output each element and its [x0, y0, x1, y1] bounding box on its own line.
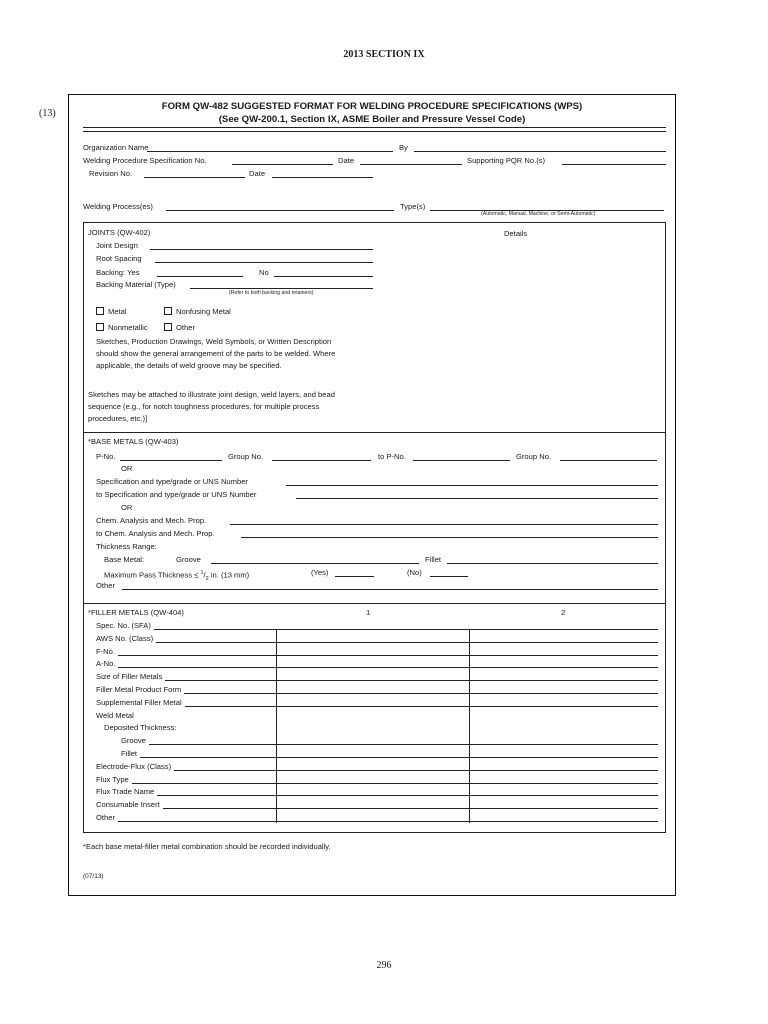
p-no-field[interactable]: [120, 460, 222, 461]
filler-row-label: Other: [96, 813, 115, 822]
filler-column-divider-1: [276, 629, 277, 823]
group-no-label: Group No.: [228, 452, 264, 461]
pqr-label: Supporting PQR No.(s): [467, 156, 546, 165]
sketch-note-line-2: sequence (e.g., for notch toughness procedures, for multiple process: [88, 402, 320, 411]
fraction-numerator: 1: [200, 570, 204, 576]
filler-row-label: Flux Type: [96, 774, 129, 784]
fillet-field[interactable]: [447, 563, 658, 564]
filler-row-field[interactable]: [174, 770, 658, 771]
wps-field[interactable]: [232, 164, 333, 165]
pqr-field[interactable]: [562, 164, 666, 165]
margin-revision-mark: (13): [39, 108, 56, 119]
to-chem-label: to Chem. Analysis and Mech. Prop.: [96, 529, 215, 538]
filler-row-field[interactable]: [165, 680, 658, 681]
filler-row-label: Deposited Thickness:: [104, 723, 177, 733]
filler-row-field[interactable]: [118, 667, 658, 668]
filler-row-field[interactable]: [156, 642, 658, 643]
filler-row-field[interactable]: [140, 757, 658, 758]
joints-instruction-line-1: Sketches, Production Drawings, Weld Symbols, or Written Description: [96, 337, 332, 346]
process-label: Welding Process(es): [83, 202, 153, 211]
nonmetallic-checkbox[interactable]: [96, 323, 104, 331]
thickness-range-label: Thickness Range:: [96, 542, 157, 551]
filler-row-label: Filler Metal Product Form: [96, 685, 182, 694]
max-pass-text-b: in. (13 mm): [208, 570, 250, 580]
filler-row-label: Fillet: [121, 749, 138, 758]
wps-label: Welding Procedure Specification No.: [83, 156, 207, 165]
org-field[interactable]: [147, 151, 393, 152]
filler-metals-heading: *FILLER METALS (QW-404): [88, 608, 184, 617]
backing-yes-field[interactable]: [157, 276, 243, 277]
revision-label: Revision No.: [89, 169, 133, 178]
joints-instruction-line-2: should show the general arrangement of the parts to be welded. Where: [96, 349, 336, 358]
type-note: (Automatic, Manual, Machine, or Semi-Automatic): [481, 211, 596, 217]
joints-instruction-line-3: applicable, the details of weld groove may be specified.: [96, 361, 282, 370]
no-label: (No): [407, 568, 422, 577]
filler-row-label: Groove: [121, 736, 146, 746]
title-rule-1: [83, 127, 666, 128]
spec-label: Specification and type/grade or UNS Number: [96, 477, 248, 486]
wps-date-field[interactable]: [360, 164, 462, 165]
to-p-no-field[interactable]: [413, 460, 510, 461]
or-label-2: OR: [121, 503, 133, 512]
no-field[interactable]: [430, 576, 468, 577]
other-label: Other: [176, 323, 195, 332]
groove-label: Groove: [176, 555, 201, 564]
filler-row-label: A-No.: [96, 659, 116, 669]
process-field[interactable]: [166, 210, 394, 211]
form-title: FORM QW-482 SUGGESTED FORMAT FOR WELDING PROCEDURE SPECIFICATIONS (WPS): [161, 101, 583, 112]
filler-row-label: Flux Trade Name: [96, 787, 155, 797]
nonfusing-label: Nonfusing Metal: [176, 307, 231, 316]
revision-field[interactable]: [144, 177, 245, 178]
filler-row-field[interactable]: [118, 655, 658, 656]
type-label: Type(s): [400, 202, 426, 211]
option-other[interactable]: [164, 323, 195, 333]
joint-design-label: Joint Design: [96, 241, 138, 250]
backing-material-label: Backing Material (Type): [96, 280, 176, 289]
org-label: Organization Name: [83, 143, 149, 152]
base-metals-heading: *BASE METALS (QW-403): [88, 437, 179, 446]
revision-date-label: Date: [249, 169, 266, 178]
filler-row-label: Weld Metal: [96, 710, 134, 720]
chem-label: Chem. Analysis and Mech. Prop.: [96, 516, 207, 525]
backing-material-field[interactable]: [190, 288, 373, 289]
root-spacing-field[interactable]: [155, 262, 373, 263]
fraction-denominator: 2: [205, 576, 209, 583]
filler-row-label: Supplemental Filler Metal: [96, 697, 182, 707]
filler-row-field[interactable]: [132, 783, 658, 784]
sketch-note-line-3: procedures, etc.)]: [88, 414, 148, 423]
option-nonmetallic[interactable]: [96, 323, 148, 333]
root-spacing-label: Root Spacing: [96, 254, 142, 263]
filler-column-divider-2: [469, 629, 470, 823]
page-number: 296: [376, 960, 392, 971]
to-spec-field[interactable]: [296, 498, 658, 499]
to-chem-field[interactable]: [241, 537, 658, 538]
sketch-note-line-1: Sketches may be attached to illustrate joint design, weld layers, and bead: [88, 390, 335, 399]
backing-no-field[interactable]: [274, 276, 373, 277]
filler-row-field[interactable]: [157, 795, 658, 796]
by-field[interactable]: [414, 151, 666, 152]
base-metal-label: Base Metal:: [104, 555, 145, 564]
footnote: *Each base metal-filler metal combination should be recorded individually.: [83, 842, 331, 851]
title-rule-2: [83, 131, 666, 132]
spec-field[interactable]: [286, 485, 658, 486]
yes-label: (Yes): [311, 568, 329, 577]
metal-label: Metal: [108, 307, 127, 316]
p-no-label: P-No.: [96, 452, 116, 461]
to-spec-label: to Specification and type/grade or UNS Number: [96, 490, 257, 499]
filler-row-label: Spec. No. (SFA): [96, 621, 151, 630]
wps-date-label: Date: [338, 156, 355, 165]
max-pass-label: Maximum Pass Thickness ≤ $^1/_2$ in. (13 mm): [104, 570, 250, 583]
column-2-header: 2: [561, 608, 566, 617]
form-revision-code: (07/13): [83, 873, 104, 880]
group-no-2-field[interactable]: [560, 460, 657, 461]
groove-field[interactable]: [211, 563, 419, 564]
filler-row-label: Size of Filler Metals: [96, 672, 163, 682]
backing-note: (Refer to both backing and retainers): [229, 290, 314, 296]
form-subtitle: (See QW-200.1, Section IX, ASME Boiler and Pressure Vessel Code): [218, 114, 526, 125]
column-1-header: 1: [366, 608, 371, 617]
group-no-2-label: Group No.: [516, 452, 552, 461]
max-pass-text-a: Maximum Pass Thickness ≤: [104, 570, 201, 580]
to-p-no-label: to P-No.: [378, 452, 406, 461]
filler-row-label: F-No.: [96, 646, 115, 656]
or-label-1: OR: [121, 464, 133, 473]
filler-row-label: Consumable Insert: [96, 800, 160, 810]
joint-design-field[interactable]: [150, 249, 373, 250]
base-other-label: Other: [96, 581, 115, 590]
filler-row-label: Electrode-Flux (Class): [96, 761, 172, 771]
filler-row-field[interactable]: [149, 744, 658, 745]
chem-field[interactable]: [230, 524, 658, 525]
option-metal[interactable]: [96, 307, 127, 317]
revision-date-field[interactable]: [272, 177, 373, 178]
filler-row-field[interactable]: [184, 693, 658, 694]
filler-row-field[interactable]: [185, 706, 658, 707]
backing-yes-label: Backing: Yes: [96, 268, 140, 277]
filler-row-field[interactable]: [163, 808, 658, 809]
nonmetallic-label: Nonmetallic: [108, 323, 148, 332]
filler-metals-section: [83, 603, 666, 833]
base-other-field[interactable]: [122, 589, 658, 590]
filler-row-label: AWS No. (Class): [96, 633, 154, 643]
other-checkbox[interactable]: [164, 323, 172, 331]
group-no-field[interactable]: [272, 460, 371, 461]
joints-details-label: Details: [504, 229, 528, 238]
filler-row-field[interactable]: [154, 629, 658, 630]
nonfusing-checkbox[interactable]: [164, 307, 172, 315]
yes-field[interactable]: [335, 576, 374, 577]
by-label: By: [399, 143, 408, 152]
fillet-label: Fillet: [425, 555, 442, 564]
joints-heading: JOINTS (QW-402): [88, 228, 151, 237]
option-nonfusing[interactable]: [164, 307, 231, 317]
backing-no-label: No: [259, 268, 269, 277]
filler-row-field[interactable]: [118, 821, 658, 822]
metal-checkbox[interactable]: [96, 307, 104, 315]
section-header: 2013 SECTION IX: [343, 49, 425, 60]
